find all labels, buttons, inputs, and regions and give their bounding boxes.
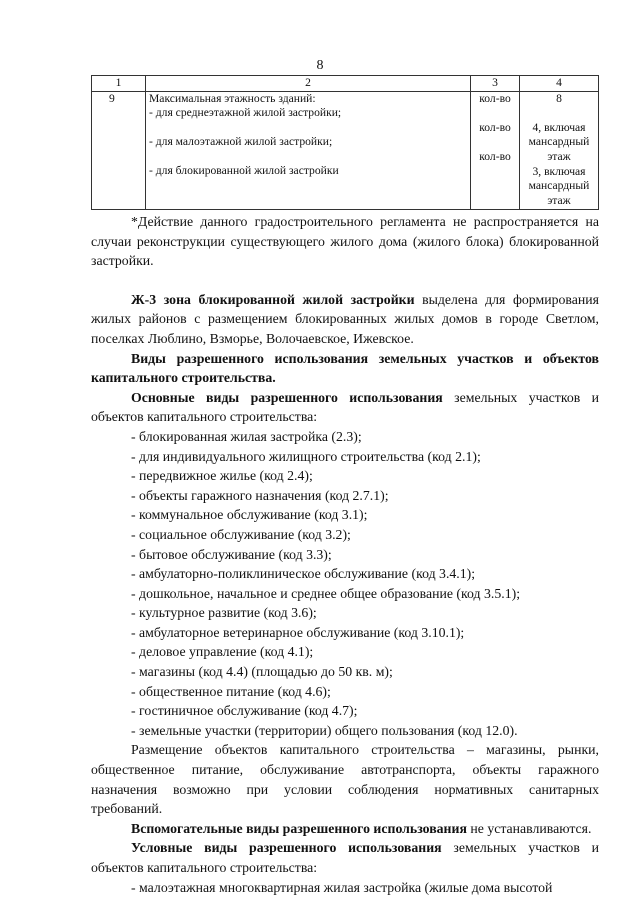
header-cell: 3 xyxy=(471,76,520,92)
floors-table xyxy=(91,75,599,210)
main-uses-lead: Основные виды разрешенного использования xyxy=(131,389,443,405)
row-values xyxy=(520,91,599,209)
list-item: - коммунальное обслуживание (код 3.1); xyxy=(91,505,599,525)
main-uses-intro xyxy=(91,388,599,427)
unit-cell: кол-во xyxy=(479,120,511,134)
aux-uses-rest: не устанавливаются. xyxy=(466,820,592,836)
list-item: - блокированная жилая застройка (2.3); xyxy=(91,427,599,447)
list-item: - гостиничное обслуживание (код 4.7); xyxy=(91,701,599,721)
zone-description xyxy=(91,290,599,349)
table-header-row xyxy=(92,76,599,92)
cond-uses-list xyxy=(91,878,599,898)
item-label: - для малоэтажной жилой застройки; xyxy=(149,135,333,149)
list-item: - бытовое обслуживание (код 3.3); xyxy=(91,545,599,565)
value-cell: 8 xyxy=(556,91,562,105)
row-title: Максимальная этажность зданий: xyxy=(149,91,316,105)
row-number: 9 xyxy=(92,91,146,209)
document-body xyxy=(91,212,599,897)
list-item: - деловое управление (код 4.1); xyxy=(91,642,599,662)
cond-uses-intro xyxy=(91,838,599,877)
header-cell: 1 xyxy=(92,76,146,92)
cond-uses-lead: Условные виды разрешенного использования xyxy=(131,840,442,856)
zone-text: выделена для формирования жилых районов с размещением блокированных жилых домов в городе Светлом, поселках Люблино, Взморье, Волочаевское, Ижевское. xyxy=(91,291,599,346)
uses-heading-text: Виды разрешенного использования земельных участков и объектов капитального строительства. xyxy=(91,350,599,386)
list-item: - магазины (код 4.4) (площадью до 50 кв. м); xyxy=(91,662,599,682)
uses-heading xyxy=(91,349,599,388)
list-item: - для индивидуального жилищного строительства (код 2.1); xyxy=(91,447,599,467)
main-uses-list xyxy=(91,427,599,741)
placement-paragraph: Размещение объектов капитального строительства – магазины, рынки, общественное питание, обслуживание автотранспорта, объекты гаражного назначения возможно при условии соблюдения нормативных санитарных требований. xyxy=(91,742,599,817)
regulation-note: *Действие данного градостроительного регламента не распространяется на случаи реконструкции существующего жилого дома (жилого блока) блокированной застройки. xyxy=(91,214,599,269)
list-item: - амбулаторное ветеринарное обслуживание (код 3.10.1); xyxy=(91,623,599,643)
list-item: - передвижное жилье (код 2.4); xyxy=(91,466,599,486)
list-item: - дошкольное, начальное и среднее общее образование (код 3.5.1); xyxy=(91,584,599,604)
list-item: - амбулаторно-поликлиническое обслуживание (код 3.4.1); xyxy=(91,564,599,584)
page-number: 8 xyxy=(316,58,324,73)
table-row xyxy=(92,91,599,209)
value-cell: 4, включая мансардный этаж xyxy=(528,120,590,164)
zone-title: Ж-3 зона блокированной жилой застройки xyxy=(131,291,415,307)
row-description xyxy=(146,91,471,209)
list-item: - социальное обслуживание (код 3.2); xyxy=(91,525,599,545)
unit-cell: кол-во xyxy=(479,91,511,105)
value-cell: 3, включая мансардный этаж xyxy=(528,164,590,208)
list-item: - общественное питание (код 4.6); xyxy=(91,682,599,702)
row-units xyxy=(471,91,520,209)
unit-cell: кол-во xyxy=(479,149,511,163)
main-uses-rest: земельных участков и объектов капитального строительства: xyxy=(91,389,600,425)
header-cell: 4 xyxy=(520,76,599,92)
aux-uses-paragraph xyxy=(91,819,599,839)
header-cell: 2 xyxy=(146,76,471,92)
item-label: - для блокированной жилой застройки xyxy=(149,164,339,178)
aux-uses-lead: Вспомогательные виды разрешенного использования xyxy=(131,820,467,836)
list-item: - малоэтажная многоквартирная жилая застройка (жилые дома высотой xyxy=(91,878,599,898)
list-item: - культурное развитие (код 3.6); xyxy=(91,603,599,623)
list-item: - объекты гаражного назначения (код 2.7.1); xyxy=(91,486,599,506)
cond-uses-rest: земельных участков и объектов капитального строительства: xyxy=(91,840,599,875)
list-item: - земельные участки (территории) общего пользования (код 12.0). xyxy=(91,721,599,741)
item-label: - для среднеэтажной жилой застройки; xyxy=(149,106,342,120)
